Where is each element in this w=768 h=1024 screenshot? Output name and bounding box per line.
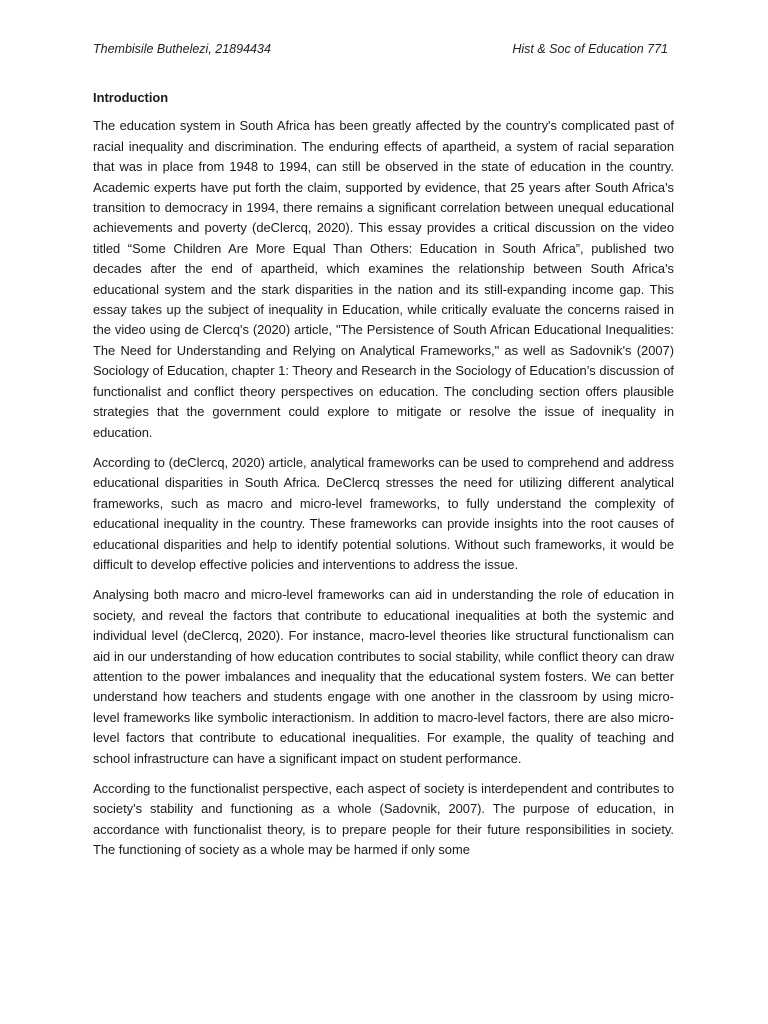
header-course: Hist & Soc of Education 771: [512, 42, 668, 56]
paragraph-3: Analysing both macro and micro-level frameworks can aid in understanding the role of education in society, and reveal the factors that contribute to educational inequalities at both the systemic and individual level (deClercq, 2020). For instance, macro-level theories like structural functionalism can aid in our understanding of how education contributes to social stability, while conflict theory can draw attention to the power imbalances and inequality that the educational system fosters. We can better understand how teachers and students engage with one another in the classroom by using micro-level frameworks like symbolic interactionism. In addition to macro-level factors, there are also micro-level factors that contribute to educational inequalities. For example, the quality of teaching and school infrastructure can have a significant impact on student performance.: [93, 587, 674, 766]
header-author: Thembisile Buthelezi, 21894434: [93, 42, 271, 56]
page-header: [93, 42, 668, 60]
document-body: [93, 88, 674, 871]
paragraph-1: The education system in South Africa has been greatly affected by the country's complicated past of racial inequality and discrimination. The enduring effects of apartheid, a system of racial separation that was in place from 1948 to 1994, can still be observed in the state of education in the country. Academic experts have put forth the claim, supported by evidence, that 25 years after South Africa's transition to democracy in 1994, there remains a significant correlation between unequal educational achievements and poverty (deClercq, 2020). This essay provides a critical discussion on the video titled “Some Children Are More Equal Than Others: Education in South Africa”, published two decades after the end of apartheid, which examines the relationship between South Africa's educational system and the stark disparities in the nation and its still-expanding income gap. This essay takes up the subject of inequality in Education, while critically evaluate the concerns raised in the video using de Clercq's (2020) article, "The Persistence of South African Educational Inequalities: The Need for Understanding and Relying on Analytical Frameworks," as well as Sadovnik's (2007) Sociology of Education, chapter 1: Theory and Research in the Sociology of Education’s discussion of functionalist and conflict theory perspectives on education. The concluding section offers plausible strategies that the government could explore to mitigate or resolve the issue of inequality in education.: [93, 118, 674, 440]
paragraph-2: According to (deClercq, 2020) article, analytical frameworks can be used to comprehend and address educational disparities in South Africa. DeClercq stresses the need for utilizing different analytical frameworks, such as macro and micro-level frameworks, to fully understand the complexity of educational inequality in the country. These frameworks can provide insights into the root causes of educational disparities and help to identify potential solutions. Without such frameworks, it would be difficult to develop effective policies and interventions to address the issue.: [93, 454, 674, 572]
section-heading: Introduction: [93, 90, 169, 105]
paragraph-4: According to the functionalist perspective, each aspect of society is interdependent and contributes to society's stability and functioning as a whole (Sadovnik, 2007). The purpose of education, in accordance with functionalist theory, is to prepare people for their future responsibilities in society. The functioning of society as a whole may be harmed if only some: [93, 781, 674, 858]
